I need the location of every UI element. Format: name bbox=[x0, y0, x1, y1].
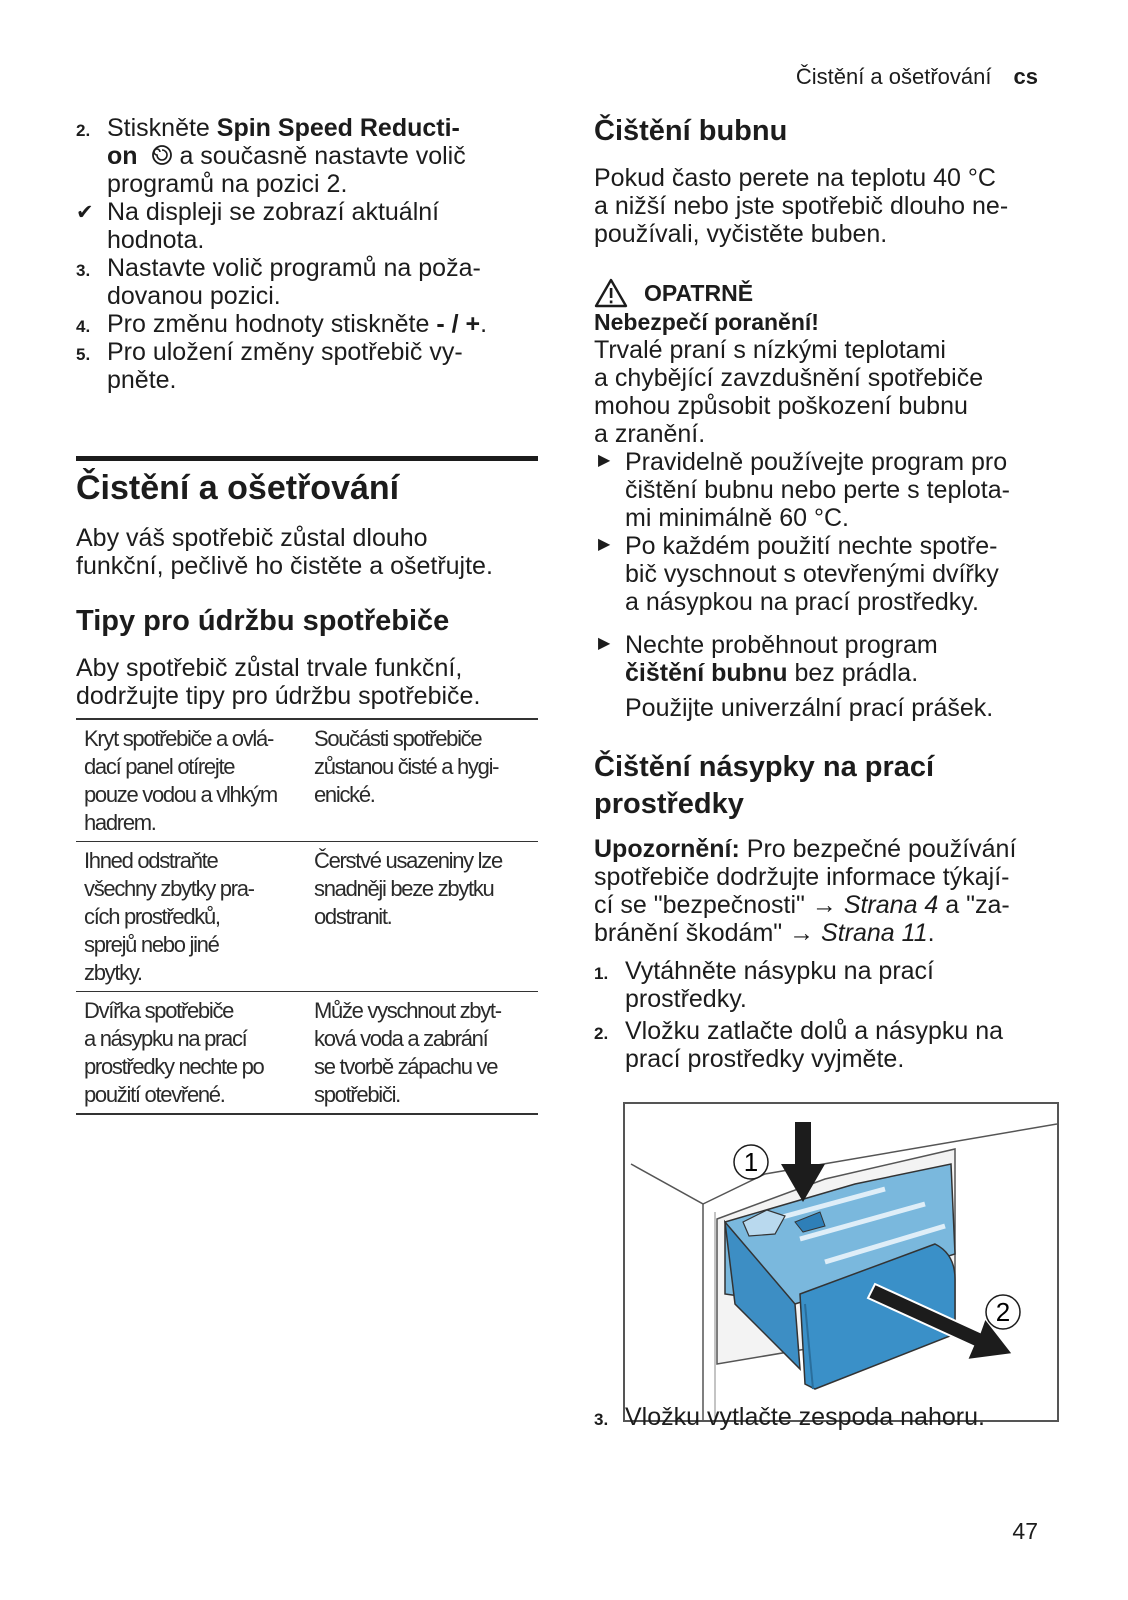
cell-line: hadrem. bbox=[84, 810, 156, 835]
cell-line: dací panel otírejte bbox=[84, 754, 235, 779]
tips-intro bbox=[76, 654, 480, 710]
caution-box bbox=[594, 278, 1064, 616]
result-line bbox=[76, 198, 538, 254]
reference-arrow-icon: → bbox=[789, 919, 815, 947]
dispenser-steps bbox=[594, 957, 1064, 1073]
notice-line-3b: a "za- bbox=[938, 891, 1010, 919]
caution-line: mohou způsobit poškození bubnu bbox=[594, 392, 968, 420]
cell-line: sprejů nebo jiné bbox=[84, 932, 219, 957]
notice-line-4: bránění škodám" bbox=[594, 919, 790, 947]
step-text: Pro uložení změny spotřebič vy- bbox=[107, 338, 463, 366]
step-number: 2. bbox=[594, 1024, 609, 1043]
step-2 bbox=[76, 114, 538, 198]
figure-label-2: 2 bbox=[995, 1297, 1011, 1327]
intro-line-1: Aby váš spotřebič zůstal dlouho bbox=[76, 524, 428, 552]
drum-line: a nižší nebo jste spotřebič dlouho ne- bbox=[594, 192, 1009, 220]
step-end: . bbox=[480, 310, 488, 338]
table-cell-benefit bbox=[306, 719, 538, 842]
header-section: Čistění a ošetřování bbox=[795, 64, 992, 89]
cell-line: zůstanou čisté a hygi- bbox=[314, 754, 499, 779]
cell-line: spotřebiči. bbox=[314, 1082, 400, 1107]
notice-line-1: Pro bezpečné používání bbox=[739, 835, 1017, 863]
figure-label-1: 1 bbox=[743, 1147, 759, 1177]
tips-intro-line-1: Aby spotřebič zůstal trvale funkční, bbox=[76, 654, 463, 682]
notice-label: Upozornění: bbox=[594, 835, 740, 863]
caution-bullet bbox=[594, 532, 1064, 616]
drum-line: Pokud často perete na teplotu 40 °C bbox=[594, 164, 996, 192]
step-number: 1. bbox=[594, 964, 609, 983]
spin-speed-icon bbox=[151, 144, 173, 166]
caution-text bbox=[594, 336, 1064, 448]
dispenser-heading-line-2: prostředky bbox=[594, 788, 744, 820]
caution-title bbox=[594, 278, 1064, 308]
step-text: Nastavte volič programů na poža- bbox=[107, 254, 481, 282]
cell-line: všechny zbytky pra- bbox=[84, 876, 254, 901]
table-cell-benefit bbox=[306, 842, 538, 992]
result-text-1: Na displeji se zobrazí aktuální bbox=[107, 198, 440, 226]
step-number: 2. bbox=[76, 121, 91, 140]
cell-line: Může vyschnout zbyt- bbox=[314, 998, 501, 1023]
caution-line: a chybějící zavzdušnění spotřebiče bbox=[594, 364, 984, 392]
check-icon: ✔ bbox=[76, 201, 94, 224]
program-name: čištění bubnu bbox=[625, 659, 788, 687]
steps-list-top bbox=[76, 114, 538, 394]
dispenser-drawing bbox=[625, 1104, 1057, 1420]
section-rule bbox=[76, 456, 538, 461]
step-4 bbox=[76, 310, 538, 338]
bullet-line: bič vyschnout s otevřenými dvířky bbox=[625, 560, 999, 588]
button-name: Spin Speed Reducti- bbox=[216, 114, 460, 142]
page-reference-damage[interactable]: Strana 11 bbox=[821, 919, 928, 947]
cell-line: snadněji beze zbytku bbox=[314, 876, 494, 901]
bullet-triangle-icon: ▶ bbox=[598, 536, 611, 553]
caution-line: a zranění. bbox=[594, 420, 706, 448]
button-name-end: on bbox=[107, 142, 138, 170]
drum-text bbox=[594, 164, 1008, 248]
caution-label: OPATRNĚ bbox=[644, 279, 754, 306]
tips-intro-line-2: dodržujte tipy pro údržbu spotřebiče. bbox=[76, 682, 481, 710]
step-3-final bbox=[594, 1403, 1095, 1431]
cell-line: zbytky. bbox=[84, 960, 142, 985]
drum-line: používali, vyčistěte buben. bbox=[594, 220, 888, 248]
run-program-bullet bbox=[594, 631, 1065, 687]
cell-line: Čerstvé usazeniny lze bbox=[314, 848, 502, 873]
table-cell-tip bbox=[76, 842, 306, 992]
tips-heading: Tipy pro údržbu spotřebiče bbox=[76, 605, 450, 637]
bullet-line: a násypkou na prací prostředky. bbox=[625, 588, 979, 616]
step-text: Vložku vytlačte zespoda nahoru. bbox=[625, 1403, 985, 1431]
step-number: 3. bbox=[76, 261, 91, 280]
step-5 bbox=[76, 338, 538, 394]
cell-line: a násypku na prací bbox=[84, 1026, 247, 1051]
step-text-2: prací prostředky vyjměte. bbox=[625, 1045, 905, 1073]
header-language: cs bbox=[1013, 64, 1038, 89]
step-text-2: pněte. bbox=[107, 366, 177, 394]
cell-line: se tvorbě zápachu ve bbox=[314, 1054, 498, 1079]
cell-line: Dvířka spotřebiče bbox=[84, 998, 234, 1023]
table-row bbox=[76, 842, 538, 992]
caution-bullet bbox=[594, 448, 1064, 532]
step-number: 4. bbox=[76, 317, 91, 336]
cell-line: pouze vodou a vlhkým bbox=[84, 782, 277, 807]
step-number: 5. bbox=[76, 345, 91, 364]
step-text: Pro změnu hodnoty stiskněte bbox=[107, 310, 437, 338]
section-intro bbox=[76, 524, 493, 580]
step-3 bbox=[76, 254, 538, 310]
running-header bbox=[796, 64, 1038, 90]
bullet-line: Pravidelně používejte program pro bbox=[625, 448, 1008, 476]
step-text: Vytáhněte násypku na prací bbox=[625, 957, 934, 985]
cell-line: odstranit. bbox=[314, 904, 392, 929]
cell-line: cích prostředků, bbox=[84, 904, 220, 929]
drum-heading: Čištění bubnu bbox=[594, 115, 788, 147]
page-number: 47 bbox=[1012, 1518, 1038, 1544]
step-text: Vložku zatlačte dolů a násypku na bbox=[625, 1017, 1004, 1045]
tips-table bbox=[76, 718, 538, 1115]
safety-notice bbox=[594, 835, 1064, 947]
table-cell-tip bbox=[76, 992, 306, 1115]
step-text: Stiskněte bbox=[107, 114, 217, 142]
notice-line-3: cí se "bezpečnosti" bbox=[594, 891, 812, 919]
notice-line-4b: . bbox=[927, 919, 935, 947]
table-row bbox=[76, 719, 538, 842]
table-cell-tip bbox=[76, 719, 306, 842]
step-1 bbox=[594, 957, 1064, 1013]
warning-triangle-icon bbox=[594, 278, 628, 308]
intro-line-2: funkční, pečlivě ho čistěte a ošetřujte. bbox=[76, 552, 493, 580]
run-line-2: bez prádla. bbox=[787, 659, 919, 687]
bullet-triangle-icon: ▶ bbox=[598, 452, 611, 469]
cell-line: Součásti spotřebiče bbox=[314, 726, 482, 751]
caution-subtitle: Nebezpečí poranění! bbox=[594, 309, 819, 335]
page-reference-safety[interactable]: Strana 4 bbox=[843, 891, 939, 919]
dispenser-heading bbox=[594, 749, 934, 823]
step-text-3: programů na pozici 2. bbox=[107, 170, 348, 198]
section-title: Čistění a ošetřování bbox=[76, 469, 400, 507]
table-cell-benefit bbox=[306, 992, 538, 1115]
cell-line: prostředky nechte po bbox=[84, 1054, 264, 1079]
cell-line: použití otevřené. bbox=[84, 1082, 225, 1107]
step-text-2: prostředky. bbox=[625, 985, 747, 1013]
cell-line: Ihned odstraňte bbox=[84, 848, 218, 873]
button-symbols: - / + bbox=[436, 310, 481, 338]
result-text-2: hodnota. bbox=[107, 226, 205, 254]
cell-line: Kryt spotřebiče a ovlá- bbox=[84, 726, 273, 751]
caution-line: Trvalé praní s nízkými teplotami bbox=[594, 336, 946, 364]
table-row bbox=[76, 992, 538, 1115]
step-text-2: a současně nastavte volič bbox=[172, 142, 466, 170]
cell-line: enické. bbox=[314, 782, 375, 807]
bullet-triangle-icon: ▶ bbox=[598, 635, 611, 652]
dispenser-heading-line-1: Čištění násypky na prací bbox=[594, 751, 935, 783]
bullet-line: Po každém použití nechte spotře- bbox=[625, 532, 998, 560]
run-line-1: Nechte proběhnout program bbox=[625, 631, 938, 659]
run-note: Použijte univerzální prací prášek. bbox=[625, 694, 994, 722]
notice-line-2: spotřebiče dodržujte informace týkají- bbox=[594, 863, 1010, 891]
cell-line: ková voda a zabrání bbox=[314, 1026, 488, 1051]
reference-arrow-icon: → bbox=[811, 891, 837, 919]
dispenser-illustration bbox=[623, 1102, 1059, 1422]
step-text-2: dovanou pozici. bbox=[107, 282, 281, 310]
step-number: 3. bbox=[594, 1410, 609, 1429]
bullet-line: čištění bubnu nebo perte s teplota- bbox=[625, 476, 1010, 504]
bullet-line: mi minimálně 60 °C. bbox=[625, 504, 849, 532]
step-2 bbox=[594, 1017, 1064, 1073]
